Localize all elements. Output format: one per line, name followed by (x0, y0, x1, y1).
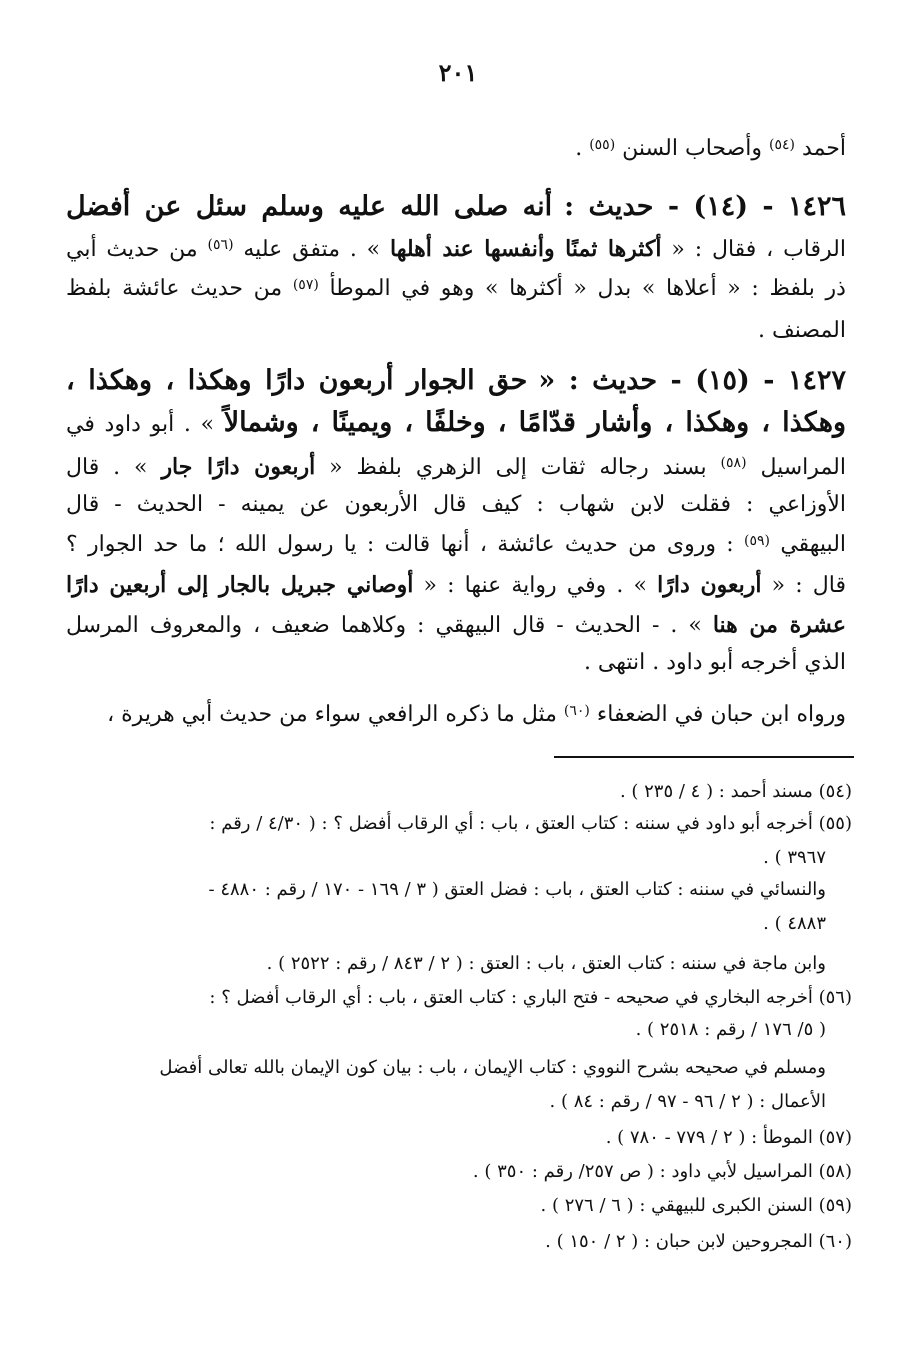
footnote: (٦٠) المجروحين لابن حبان : ( ٢ / ١٥٠ ) . (545, 1231, 852, 1252)
text-run: المصنف . (757, 318, 846, 343)
hadith-quote: وهكذا ، وهكذا ، وأشار قدّامًا ، وخلفًا ، ويمينًا ، وشمالاً (223, 407, 846, 438)
hadith-number: ١٤٢٧ - (١٥) - حديث : « (538, 365, 846, 396)
text-run: الذي أخرجه أبو داود . انتهى . (583, 650, 846, 675)
footnote: (٥٧) الموطأ : ( ٢ / ٧٧٩ - ٧٨٠ ) . (605, 1127, 852, 1148)
hadith-quote: أوصاني جبريل بالجار إلى أربعين دارًا (66, 572, 414, 598)
text-run: أحمد (802, 136, 846, 161)
text-line (66, 268, 846, 310)
hadith-heading-1426 (66, 186, 846, 230)
footnote-ref: (٥٦) (207, 237, 234, 253)
text-line (66, 564, 846, 607)
text-line (66, 484, 846, 526)
footnote: والنسائي في سننه : كتاب العتق ، باب : فضل العتق ( ٣ / ١٦٩ - ١٧٠ / رقم : ٤٨٨٠ - (208, 879, 826, 900)
text-run: وأصحاب السنن (622, 136, 763, 161)
footnote: ٤٨٨٣ ) . (763, 913, 826, 934)
text-line (66, 228, 846, 271)
text-run: الرقاب ، فقال : « (671, 237, 846, 262)
footnote: ومسلم في صحيحه بشرح النووي : كتاب الإيمان ، باب : بيان كون الإيمان بالله تعالى أفضل (159, 1057, 826, 1078)
footnote-separator (554, 756, 854, 758)
text-run: من حديث أبي (66, 237, 198, 262)
footnote-ref: (٥٨) (720, 455, 747, 471)
text-run: مثل ما ذكره الرافعي سواء من حديث أبي هريرة ، (107, 702, 557, 727)
text-line (66, 402, 846, 446)
hadith-heading-1427 (66, 360, 846, 404)
text-run: من حديث عائشة بلفظ (66, 276, 283, 301)
text-run: » . قال (66, 455, 148, 480)
footnote: (٥٩) السنن الكبرى للبيهقي : ( ٦ / ٢٧٦ ) . (540, 1195, 852, 1216)
footnote: وابن ماجة في سننه : كتاب العتق ، باب : العتق : ( ٢ / ٨٤٣ / رقم : ٢٥٢٢ ) . (266, 953, 826, 974)
hadith-quote: أكثرها ثمنًا وأنفسها عند أهلها (390, 236, 662, 262)
footnote: (٥٦) أخرجه البخاري في صحيحه - فتح الباري : كتاب العتق ، باب : أي الرقاب أفضل ؟ : (209, 987, 852, 1008)
hadith-quote: أربعون دارًا (657, 572, 762, 598)
text-run: الأوزاعي : فقلت لابن شهاب : كيف قال الأربعون عن يمينه - الحديث - قال (66, 492, 846, 517)
footnote: (٥٤) مسند أحمد : ( ٤ / ٢٣٥ ) . (619, 781, 852, 802)
text-run: . (575, 136, 583, 161)
hadith-number: ١٤٢٦ - (١٤) - حديث : (564, 191, 847, 222)
text-run: ذر بلفظ : « أعلاها » بدل « أكثرها » وهو في الموطأ (329, 276, 846, 301)
text-run: قال : « (771, 573, 846, 598)
text-run: » . وفي رواية عنها : « (423, 573, 647, 598)
text-line (66, 524, 846, 566)
text-run: البيهقي (780, 532, 847, 557)
hadith-quote: حق الجوار أربعون دارًا وهكذا ، وهكذا ، (66, 365, 528, 396)
text-line (66, 310, 846, 352)
text-line (66, 604, 846, 647)
text-line (66, 694, 846, 736)
footnote: ٣٩٦٧ ) . (763, 847, 826, 868)
footnote: ( ٥/ ١٧٦ / رقم : ٢٥١٨ ) . (635, 1019, 826, 1040)
footnote-ref: (٥٩) (744, 533, 770, 549)
text-line (66, 446, 846, 489)
footnote-ref: (٥٧) (292, 277, 319, 293)
text-run: » . متفق عليه (243, 237, 381, 262)
footnote: الأعمال : ( ٢ / ٩٦ - ٩٧ / رقم : ٨٤ ) . (549, 1091, 826, 1112)
hadith-quote: عشرة من هنا (712, 612, 846, 638)
footnote-ref: (٥٥) (589, 137, 616, 153)
footnote: (٥٨) المراسيل لأبي داود : ( ص ٢٥٧/ رقم : ٣٥٠ ) . (472, 1161, 852, 1182)
text-run: المراسيل (760, 455, 846, 480)
text-run: : وروى من حديث عائشة ، أنها قالت : يا رسول الله ؛ ما حد الجوار ؟ (66, 532, 734, 557)
text-run: ورواه ابن حبان في الضعفاء (596, 702, 846, 727)
text-line (66, 642, 846, 684)
text-run: بسند رجاله ثقات إلى الزهري بلفظ « (329, 455, 707, 480)
hadith-quote: أربعون دارًا جار (161, 454, 316, 480)
page-number: ٢٠١ (438, 58, 478, 87)
footnote-ref: (٦٠) (563, 703, 590, 719)
footnote: (٥٥) أخرجه أبو داود في سننه : كتاب العتق ، باب : أي الرقاب أفضل ؟ : ( ٤/٣٠ / رقم : (209, 813, 852, 834)
text-run: » . أبو داود في (66, 412, 215, 437)
footnote-ref: (٥٤) (769, 137, 796, 153)
text-run: أنه صلى الله عليه وسلم سئل عن أفضل (66, 191, 553, 222)
text-line (66, 128, 846, 170)
text-run: » . - الحديث - قال البيهقي : وكلاهما ضعيف ، والمعروف المرسل (66, 613, 702, 638)
